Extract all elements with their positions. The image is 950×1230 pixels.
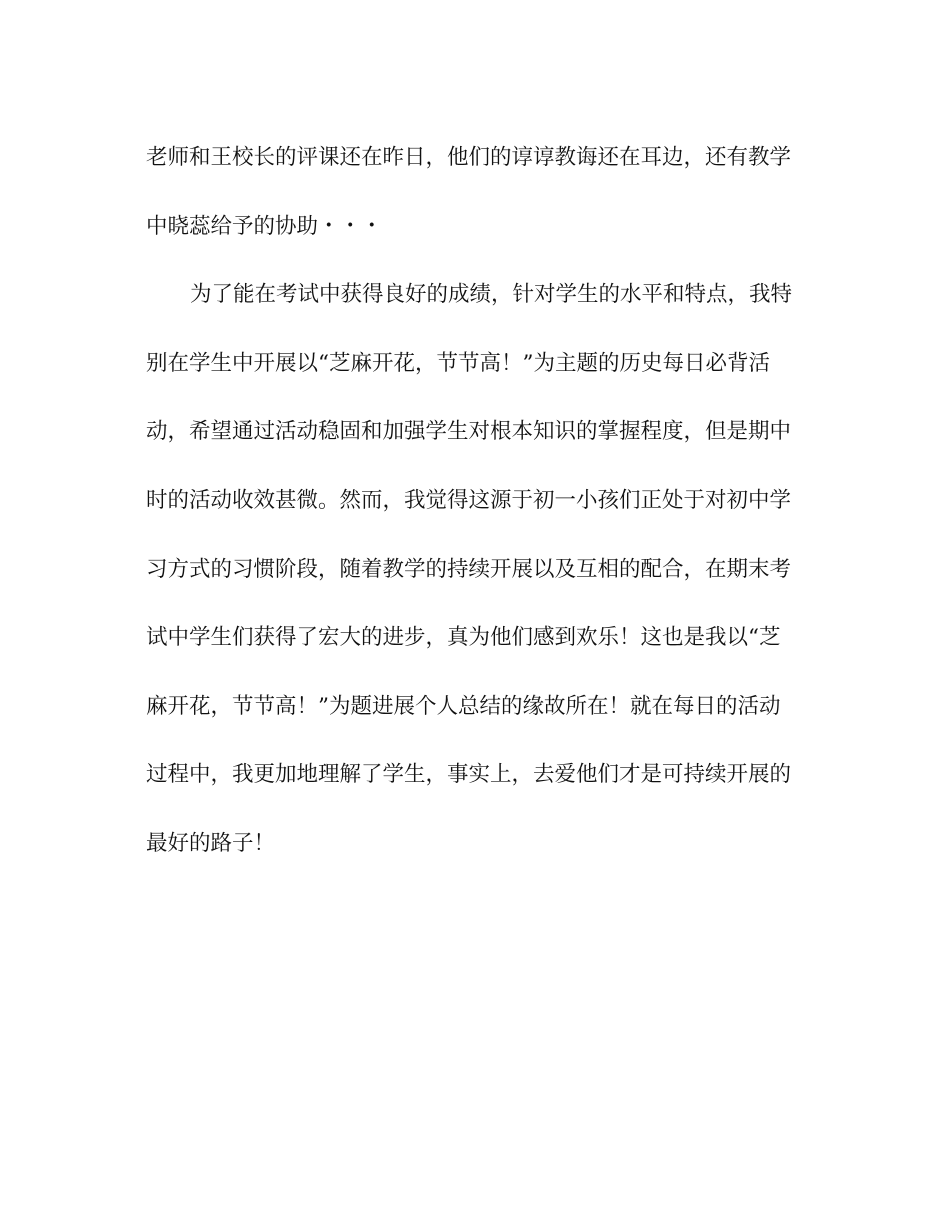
text-line: 最好的路子！ (146, 831, 276, 856)
text-line: 动，希望通过活动稳固和加强学生对根本知识的掌握程度，但是期中 (146, 419, 792, 444)
text-line: 老师和王校长的评课还在昨日，他们的谆谆教诲还在耳边，还有教学 (146, 145, 792, 170)
text-line: 试中学生们获得了宏大的进步，真为他们感到欢乐！这也是我以“芝 (146, 625, 781, 650)
text-line: 麻开花，节节高！”为题进展个人总结的缘故所在！就在每日的活动 (146, 694, 781, 719)
paragraph-first-line: 为了能在考试中获得良好的成绩，针对学生的水平和特点，我特 (190, 282, 793, 307)
text-line: 别在学生中开展以“芝麻开花，节节高！”为主题的历史每日必背活 (146, 351, 770, 376)
text-line: 过程中，我更加地理解了学生，事实上，去爱他们才是可持续开展的 (146, 762, 792, 787)
text-line: 时的活动收效甚微。然而，我觉得这源于初一小孩们正处于对初中学 (146, 488, 792, 513)
text-line: 习方式的习惯阶段，随着教学的持续开展以及互相的配合，在期末考 (146, 557, 792, 582)
text-line: 中晓蕊给予的协助・・・ (146, 214, 383, 239)
